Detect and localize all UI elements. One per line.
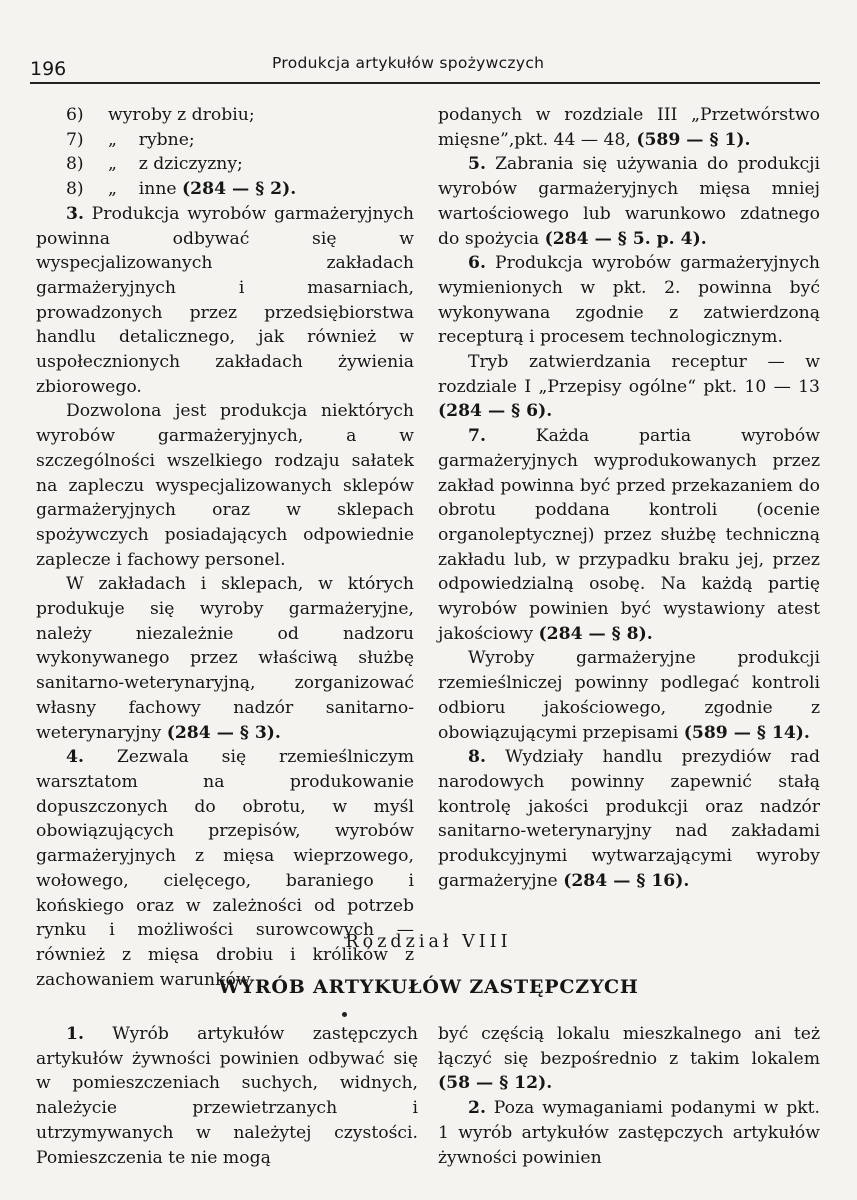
legal-reference: (284 — § 16).	[563, 870, 690, 891]
legal-reference: (589 — § 1).	[636, 129, 751, 150]
page-number: 196	[30, 58, 67, 80]
paragraph-4	[36, 745, 414, 992]
chapter-right-column	[438, 1022, 820, 1170]
chapter-paragraph-1	[36, 1022, 418, 1170]
paragraph-text: Wyrób artykułów zastępczych artykułów żywności powinien odbywać się w pomieszczeniach suchych, widnych, należycie przewietrzanych i utrzymywanych w należytej czystości. Pomieszczenia te nie mogą	[36, 1024, 418, 1168]
paragraph-text: Dozwolona jest produkcja niektórych wyrobów garmażeryjnych, a w szczególności wszelkiego rodzaju sałatek na zapleczu wyspecjalizowanych sklepów garmażeryjnych oraz w sklepach spożywczych posiadających odpowiednie zaplecze i fachowy personel.	[36, 401, 414, 570]
list-item	[36, 152, 414, 177]
list-item	[36, 177, 414, 202]
paragraph-6	[438, 251, 820, 350]
legal-reference: (284 — § 6).	[438, 401, 553, 422]
paragraph-5	[438, 152, 820, 251]
paragraph-text: Zezwala się rzemieślniczym warsztatom na produkowanie dopuszczonych do obrotu, w myśl obowiązujących przepisów, wyrobów garmażeryjnych z mięsa wieprzowego, wołowego, cielęcego, baraniego i końskiego oraz w zależności od potrzeb rynku i możliwości surowcowych — również z mięsa drobiu i królików z zachowaniem warunków	[36, 747, 414, 990]
paragraph-7	[438, 424, 820, 646]
legal-reference: (284 — § 8).	[538, 623, 653, 644]
paragraph-w-zakladach	[36, 572, 414, 745]
legal-reference: (589 — § 14).	[683, 722, 810, 743]
paragraph-text: Tryb zatwierdzania receptur — w rozdziale I „Przepisy ogólne“ pkt. 10 — 13	[438, 352, 820, 397]
chapter-label: Rozdział VIII	[345, 932, 512, 952]
list-item	[36, 128, 414, 153]
list-number: 6)	[66, 105, 84, 125]
paragraph-number: 4.	[66, 747, 84, 768]
legal-reference: (284 — § 2).	[182, 179, 297, 200]
page-header	[30, 50, 820, 84]
list-text-body: „ inne	[108, 179, 183, 200]
paragraph-text: Wyroby garmażeryjne produkcji rzemieślniczej powinny podlegać kontroli odbioru jakościowego, zgodnie z obowiązującymi przepisami	[438, 648, 820, 743]
running-title: Produkcja artykułów spożywczych	[272, 54, 545, 72]
paragraph-text: Poza wymaganiami podanymi w pkt. 1 wyrób artykułów zastępczych artykułów żywności powinien	[438, 1098, 820, 1168]
chapter-left-column	[36, 1022, 418, 1170]
list-number: 8)	[66, 154, 84, 175]
list-number: 8)	[66, 179, 84, 200]
paragraph-text: być częścią lokalu mieszkalnego ani też łączyć się bezpośrednio z takim lokalem	[438, 1024, 820, 1069]
legal-reference: (284 — § 5. p. 4).	[544, 228, 707, 249]
paragraph-number: 8.	[468, 747, 486, 768]
chapter-title: WYRÓB ARTYKUŁÓW ZASTĘPCZYCH	[218, 976, 639, 998]
paragraph-text: podanych w rozdziale III „Przetwórstwo mięsne”,pkt. 44 — 48,	[438, 105, 820, 150]
paragraph-number: 7.	[468, 426, 486, 447]
list-item	[36, 103, 414, 128]
paragraph-number: 1.	[66, 1024, 84, 1044]
right-column	[438, 103, 820, 894]
paragraph-text: W zakładach i sklepach, w których produkuje się wyroby garmażeryjne, należy niezależnie od nadzoru wykonywanego przez właściwą służbę sanitarno-weterynaryjną, zorganizować własny fachowy nadzór sanitarno-weterynaryjny	[36, 574, 414, 743]
paragraph-number: 3.	[66, 203, 84, 224]
paragraph-text: Każda partia wyrobów garmażeryjnych wyprodukowanych przez zakład powinna być przed przekazaniem do obrotu poddana kontroli (ocenie organoleptycznej) przez służbę techniczną zakładu lub, w przypadku braku jej, przez odpowiedzialną osobę. Na każdą partię wyrobów powinien być wystawiony atest jakościowy	[438, 426, 820, 644]
list-text: „ rybne;	[108, 129, 195, 150]
legal-reference: (284 — § 3).	[166, 722, 281, 743]
paragraph-text: Produkcja wyrobów garmażeryjnych powinna odbywać się w wyspecjalizowanych zakładach garmażeryjnych i masarniach, prowadzonych przez przedsiębiorstwa handlu detalicznego, jak również w uspołecznionych zakładach żywienia zbiorowego.	[36, 203, 414, 397]
list-number: 7)	[66, 129, 84, 150]
dot-mark	[342, 1012, 347, 1017]
paragraph-number: 6.	[468, 253, 486, 274]
paragraph-dozwolona	[36, 399, 414, 572]
paragraph-wyroby	[438, 646, 820, 745]
paragraph-tryb	[438, 350, 820, 424]
paragraph-continuation	[438, 103, 820, 152]
paragraph-text: Zabrania się używania do produkcji wyrobów garmażeryjnych mięsa mniej wartościowego lub warunkowo zdatnego do spożycia	[438, 154, 820, 249]
chapter-paragraph-2	[438, 1096, 820, 1170]
paragraph-text: Wydziały handlu prezydiów rad narodowych powinny zapewnić stałą kontrolę jakości produkcji oraz nadzór sanitarno-weterynaryjny nad zakładami produkcyjnymi wytwarzającymi wyroby garmażeryjne	[438, 747, 820, 891]
list-text: wyroby z drobiu;	[108, 105, 255, 125]
chapter-paragraph-continuation	[438, 1022, 820, 1096]
legal-reference: (58 — § 12).	[438, 1073, 553, 1094]
list-text: „ z dziczyzny;	[108, 154, 243, 175]
paragraph-number: 5.	[468, 154, 486, 175]
left-column	[36, 103, 414, 992]
paragraph-3	[36, 202, 414, 400]
paragraph-number: 2.	[468, 1098, 486, 1119]
paragraph-8	[438, 745, 820, 893]
list-text	[108, 177, 296, 202]
paragraph-text: Produkcja wyrobów garmażeryjnych wymienionych w pkt. 2. powinna być wykonywana zgodnie z zatwierdzoną recepturą i procesem technologicznym.	[438, 253, 820, 348]
